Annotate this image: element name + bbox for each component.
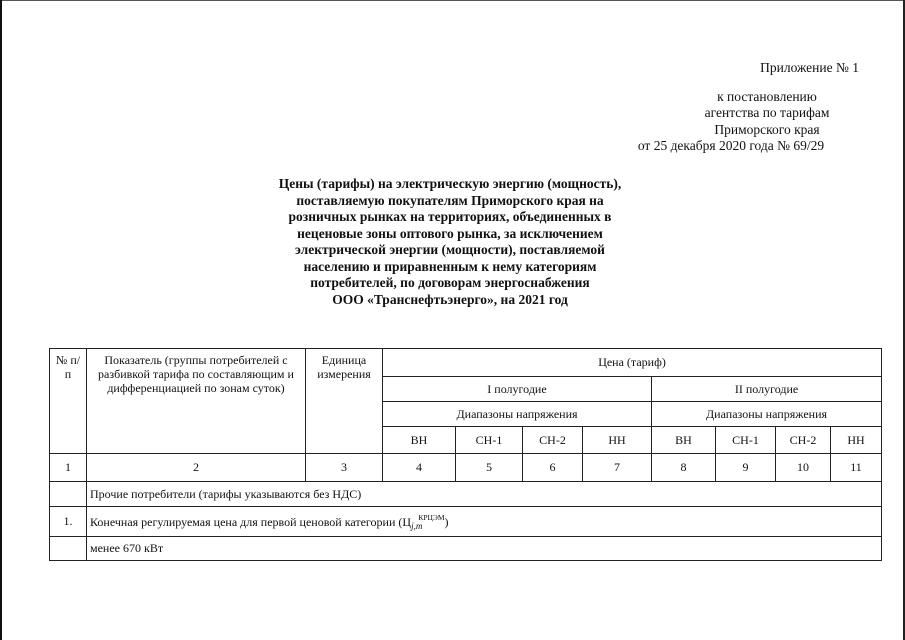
header-voltage-ranges: Диапазоны напряжения — [383, 402, 652, 427]
header-unit: Единица измерения — [306, 349, 383, 454]
price-superscript: КРЦЭМ — [418, 512, 445, 522]
header-level: СН-1 — [456, 427, 523, 454]
header-level: СН-2 — [523, 427, 583, 454]
title-line: неценовые зоны оптового рынка, за исключением — [297, 225, 603, 241]
appendix-line: агентства по тарифам — [704, 105, 830, 120]
header-level: ВН — [383, 427, 456, 454]
title-line: ООО «Транснефтьэнерго», на 2021 год — [332, 291, 568, 307]
tariff-table — [49, 348, 882, 561]
appendix-title: Приложение № 1 — [760, 60, 859, 75]
row-num — [50, 482, 87, 507]
header-num: № п/п — [50, 349, 87, 454]
scan-edge-top — [0, 0, 905, 1]
row-text-end: ) — [444, 514, 449, 529]
column-number: 3 — [306, 454, 383, 482]
header-half1: I полугодие — [383, 377, 652, 402]
column-number: 2 — [87, 454, 306, 482]
appendix-line: от 25 декабря 2020 года № 69/29 — [637, 138, 825, 153]
column-number: 8 — [652, 454, 716, 482]
title-line: поставляемую покупателям Приморского края на — [296, 192, 604, 208]
row-text: менее 670 кВт — [87, 537, 882, 561]
table-row — [50, 507, 882, 537]
row-num — [50, 537, 87, 561]
appendix-block — [600, 60, 862, 155]
price-subscript: j,m — [411, 520, 423, 531]
header-level: НН — [583, 427, 652, 454]
table-row — [50, 537, 882, 561]
column-number: 9 — [716, 454, 776, 482]
column-number: 1 — [50, 454, 87, 482]
title-line: электрической энергии (мощности), поставляемой — [295, 242, 605, 257]
row-num: 1. — [50, 507, 87, 537]
title-line: потребителей, по договорам энергоснабжения — [310, 275, 590, 290]
header-price: Цена (тариф) — [383, 349, 882, 377]
header-level: СН-2 — [776, 427, 831, 454]
column-number: 6 — [523, 454, 583, 482]
header-row — [50, 349, 882, 377]
row-text — [87, 507, 882, 537]
price-symbol: Ц — [402, 514, 412, 529]
row-text-main: Конечная регулируемая цена для первой ценовой категории ( — [90, 514, 403, 529]
column-number: 11 — [831, 454, 882, 482]
column-number: 5 — [456, 454, 523, 482]
column-number: 10 — [776, 454, 831, 482]
header-level: НН — [831, 427, 882, 454]
header-half2: II полугодие — [652, 377, 882, 402]
header-indicator: Показатель (группы потребителей с разбивкой тарифа по составляющим и дифференциацией по зонам суток) — [87, 349, 306, 454]
header-voltage-ranges: Диапазоны напряжения — [652, 402, 882, 427]
scan-edge-left — [0, 0, 2, 640]
document-title — [240, 176, 660, 308]
column-number: 4 — [383, 454, 456, 482]
title-line: розничных рынках на территориях, объединенных в — [288, 209, 612, 224]
table-row — [50, 482, 882, 507]
column-number-row — [50, 454, 882, 482]
appendix-reference — [600, 89, 862, 155]
title-line: Цены (тарифы) на электрическую энергию (мощность), — [278, 176, 622, 191]
appendix-line: Приморского края — [714, 121, 820, 137]
appendix-line: к постановлению — [717, 88, 817, 104]
column-number: 7 — [583, 454, 652, 482]
header-level: ВН — [652, 427, 716, 454]
title-line: населению и приравненным к нему категориям — [303, 258, 597, 274]
row-text: Прочие потребители (тарифы указываются без НДС) — [87, 482, 882, 507]
header-level: СН-1 — [716, 427, 776, 454]
